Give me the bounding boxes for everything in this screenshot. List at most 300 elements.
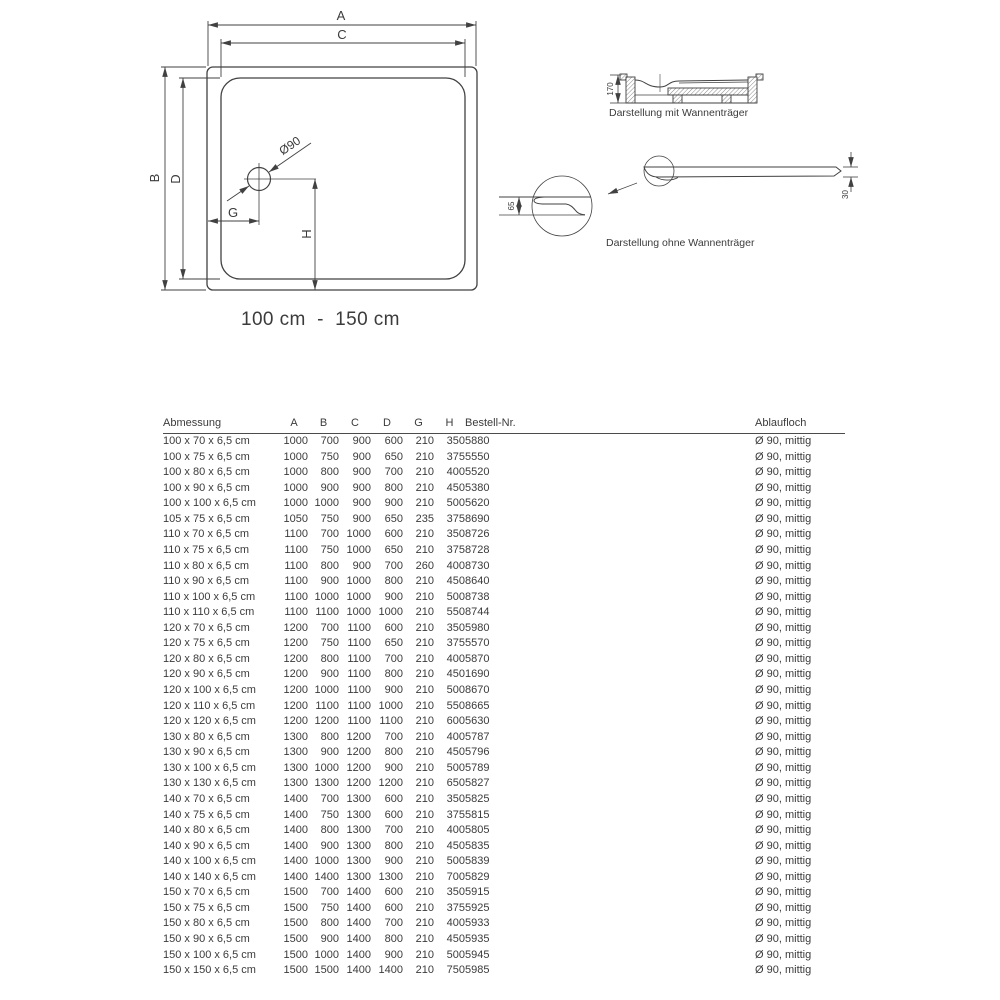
cell-abmessung: 140 x 100 x 6,5 cm (163, 855, 256, 868)
carrier-wall-right (748, 77, 757, 103)
table-row (163, 590, 845, 606)
cell-b: 900 (320, 575, 339, 588)
table-row (163, 823, 845, 839)
cell-h: 400 (446, 652, 465, 665)
carrier-wall-left (626, 77, 635, 103)
cell-g: 210 (415, 901, 434, 914)
table-body (163, 434, 845, 979)
cell-h: 400 (446, 730, 465, 743)
cell-c: 1100 (347, 684, 371, 696)
cell-c: 900 (352, 512, 371, 525)
cell-abmessung: 130 x 130 x 6,5 cm (163, 777, 256, 790)
cell-b: 700 (320, 528, 339, 541)
cell-d: 900 (384, 590, 403, 603)
cell-c: 1000 (346, 590, 371, 603)
cell-h: 450 (446, 575, 465, 588)
cell-h: 500 (446, 684, 465, 696)
cell-d: 700 (384, 559, 403, 572)
cell-g: 210 (415, 481, 434, 494)
cell-abmessung: 150 x 70 x 6,5 cm (163, 886, 250, 899)
cell-c: 900 (352, 450, 371, 463)
cell-h: 400 (446, 917, 465, 930)
cell-d: 600 (384, 886, 403, 899)
cell-c: 1400 (346, 886, 371, 899)
cell-b: 750 (320, 637, 339, 650)
dim-label-c: C (337, 27, 347, 42)
cell-ablaufloch: Ø 90, mittig (755, 590, 812, 603)
cell-g: 210 (415, 792, 434, 805)
cell-bestell-nr: 8690 (465, 512, 490, 525)
cell-b: 1500 (314, 964, 339, 977)
cell-ablaufloch: Ø 90, mittig (755, 637, 812, 650)
cell-d: 1400 (378, 964, 403, 977)
cell-abmessung: 120 x 120 x 6,5 cm (163, 715, 256, 728)
cell-bestell-nr: 8726 (465, 528, 490, 541)
cell-ablaufloch: Ø 90, mittig (755, 543, 812, 556)
cell-h: 450 (446, 839, 465, 852)
cell-d: 600 (384, 901, 403, 914)
cell-h: 375 (446, 450, 465, 463)
cell-a: 1200 (283, 652, 308, 665)
cell-abmessung: 150 x 150 x 6,5 cm (163, 964, 256, 977)
table-row (163, 854, 845, 870)
cell-abmessung: 100 x 100 x 6,5 cm (163, 497, 256, 510)
cell-c: 1100 (347, 715, 371, 728)
cell-g: 210 (415, 715, 434, 728)
cell-b: 1000 (314, 948, 339, 961)
cell-g: 210 (415, 435, 434, 447)
cell-d: 900 (384, 497, 403, 510)
cell-ablaufloch: Ø 90, mittig (755, 512, 812, 525)
cell-d: 900 (384, 684, 403, 696)
cell-bestell-nr: 5520 (465, 466, 490, 479)
cell-a: 1100 (284, 575, 308, 588)
cell-ablaufloch: Ø 90, mittig (755, 684, 812, 696)
table-row (163, 963, 845, 979)
cell-g: 210 (415, 824, 434, 837)
cell-bestell-nr: 5980 (465, 621, 490, 634)
cell-b: 800 (320, 652, 339, 665)
cell-bestell-nr: 5925 (465, 901, 490, 914)
header-h: H (434, 412, 465, 434)
table-row (163, 481, 845, 497)
header-d: D (371, 412, 403, 434)
cell-bestell-nr: 5825 (465, 792, 490, 805)
cell-abmessung: 140 x 80 x 6,5 cm (163, 824, 250, 837)
cell-a: 1500 (283, 964, 308, 977)
cell-a: 1100 (284, 559, 308, 572)
drain-diameter-label: Ø90 (276, 133, 304, 158)
caption-without-carrier: Darstellung ohne Wannenträger (606, 237, 755, 249)
cell-h: 550 (446, 699, 465, 712)
cell-h: 500 (446, 590, 465, 603)
cell-abmessung: 110 x 110 x 6,5 cm (163, 606, 255, 619)
cell-g: 210 (415, 746, 434, 759)
cell-bestell-nr: 8744 (465, 606, 490, 619)
table-row (163, 512, 845, 528)
table-row (163, 543, 845, 559)
cell-c: 1100 (347, 621, 371, 634)
cell-a: 1100 (284, 528, 308, 541)
cell-b: 700 (320, 792, 339, 805)
cell-b: 800 (320, 917, 339, 930)
cell-b: 750 (320, 808, 339, 821)
cell-c: 1100 (347, 668, 371, 681)
cell-a: 1200 (283, 668, 308, 681)
header-abmessung: Abmessung (163, 412, 280, 434)
cell-c: 1000 (346, 528, 371, 541)
cell-a: 1100 (284, 590, 308, 603)
cell-bestell-nr: 5945 (465, 948, 490, 961)
cell-abmessung: 120 x 110 x 6,5 cm (163, 699, 256, 712)
cell-c: 1100 (347, 699, 371, 712)
header-bestell-nr: Bestell-Nr. (465, 412, 755, 434)
cell-d: 600 (384, 621, 403, 634)
technical-drawing (0, 0, 1000, 340)
cell-a: 1200 (283, 637, 308, 650)
cell-a: 1400 (283, 808, 308, 821)
cell-a: 1500 (283, 933, 308, 945)
cell-abmessung: 150 x 100 x 6,5 cm (163, 948, 256, 961)
table-header-row (163, 412, 845, 434)
cell-bestell-nr: 5835 (465, 839, 490, 852)
cell-bestell-nr: 8728 (465, 543, 490, 556)
tray-top-view (147, 8, 477, 290)
cell-c: 1400 (346, 933, 371, 945)
dim-label-d: D (168, 174, 183, 184)
cell-b: 1000 (314, 590, 339, 603)
cell-ablaufloch: Ø 90, mittig (755, 730, 812, 743)
cell-abmessung: 140 x 140 x 6,5 cm (163, 870, 256, 883)
cell-h: 375 (446, 637, 465, 650)
cell-a: 1400 (283, 824, 308, 837)
cell-d: 800 (384, 575, 403, 588)
table-row (163, 496, 845, 512)
cell-g: 210 (415, 777, 434, 790)
cell-bestell-nr: 5829 (465, 870, 490, 883)
cell-d: 800 (384, 933, 403, 945)
cell-ablaufloch: Ø 90, mittig (755, 792, 812, 805)
cell-c: 1100 (347, 652, 371, 665)
cell-ablaufloch: Ø 90, mittig (755, 870, 812, 883)
cell-h: 750 (446, 964, 465, 977)
cell-b: 800 (320, 466, 339, 479)
cell-b: 700 (320, 886, 339, 899)
cell-c: 1400 (346, 901, 371, 914)
cell-ablaufloch: Ø 90, mittig (755, 839, 812, 852)
cell-d: 1000 (378, 699, 403, 712)
cell-abmessung: 120 x 90 x 6,5 cm (163, 668, 250, 681)
cell-abmessung: 140 x 75 x 6,5 cm (163, 808, 250, 821)
cell-a: 1300 (283, 730, 308, 743)
cell-g: 210 (415, 497, 434, 510)
cell-h: 450 (446, 481, 465, 494)
cell-h: 450 (446, 668, 465, 681)
cell-g: 210 (415, 917, 434, 930)
cell-abmessung: 105 x 75 x 6,5 cm (163, 512, 250, 525)
cell-c: 1300 (346, 824, 371, 837)
cell-ablaufloch: Ø 90, mittig (755, 528, 812, 541)
cell-h: 450 (446, 746, 465, 759)
cell-abmessung: 110 x 70 x 6,5 cm (163, 528, 250, 541)
cell-h: 450 (446, 933, 465, 945)
table-row (163, 839, 845, 855)
cell-ablaufloch: Ø 90, mittig (755, 824, 812, 837)
cell-b: 1400 (314, 870, 339, 883)
cell-b: 800 (320, 730, 339, 743)
cell-a: 1000 (283, 450, 308, 463)
cell-ablaufloch: Ø 90, mittig (755, 699, 812, 712)
header-c: C (339, 412, 371, 434)
table-row (163, 559, 845, 575)
header-a: A (280, 412, 308, 434)
cell-c: 900 (352, 435, 371, 447)
cell-d: 700 (384, 466, 403, 479)
cell-ablaufloch: Ø 90, mittig (755, 901, 812, 914)
cell-d: 600 (384, 808, 403, 821)
table-row (163, 901, 845, 917)
cell-bestell-nr: 5915 (465, 886, 490, 899)
cell-ablaufloch: Ø 90, mittig (755, 886, 812, 899)
cell-h: 350 (446, 886, 465, 899)
cell-a: 1400 (283, 792, 308, 805)
cell-d: 900 (384, 855, 403, 868)
cell-abmessung: 110 x 80 x 6,5 cm (163, 559, 250, 572)
dimension-lines (161, 21, 476, 290)
cell-abmessung: 140 x 70 x 6,5 cm (163, 792, 250, 805)
cell-b: 1000 (314, 497, 339, 510)
cell-bestell-nr: 8670 (465, 684, 490, 696)
cell-d: 700 (384, 730, 403, 743)
cell-g: 210 (415, 730, 434, 743)
cell-abmessung: 110 x 90 x 6,5 cm (163, 575, 250, 588)
section-with-carrier (606, 74, 763, 103)
cell-c: 1000 (346, 543, 371, 556)
cell-bestell-nr: 5570 (465, 637, 490, 650)
cell-c: 900 (352, 481, 371, 494)
cell-b: 750 (320, 543, 339, 556)
cell-g: 210 (415, 450, 434, 463)
header-g: G (403, 412, 434, 434)
cell-a: 1400 (283, 839, 308, 852)
cell-c: 1000 (346, 575, 371, 588)
table-row (163, 792, 845, 808)
cell-a: 1200 (283, 715, 308, 728)
cell-g: 210 (415, 855, 434, 868)
cell-d: 1300 (378, 870, 403, 883)
cell-bestell-nr: 5550 (465, 450, 490, 463)
cell-a: 1300 (283, 777, 308, 790)
cell-c: 1200 (346, 761, 371, 774)
cell-bestell-nr: 5787 (465, 730, 490, 743)
cell-bestell-nr: 8640 (465, 575, 490, 588)
cell-h: 375 (446, 543, 465, 556)
cell-d: 650 (384, 512, 403, 525)
cell-ablaufloch: Ø 90, mittig (755, 621, 812, 634)
cell-abmessung: 120 x 100 x 6,5 cm (163, 684, 256, 696)
cell-g: 210 (415, 886, 434, 899)
dim-label-a: A (336, 8, 346, 23)
cell-g: 210 (415, 948, 434, 961)
cell-b: 1300 (314, 777, 339, 790)
tray-section-line (635, 80, 748, 87)
carrier-slab (668, 88, 748, 95)
cell-g: 210 (415, 575, 434, 588)
cell-g: 210 (415, 839, 434, 852)
header-b: B (308, 412, 339, 434)
cell-h: 500 (446, 948, 465, 961)
cell-ablaufloch: Ø 90, mittig (755, 575, 812, 588)
cell-d: 800 (384, 668, 403, 681)
cell-a: 1500 (283, 901, 308, 914)
detail-magnifier-circle (532, 176, 592, 236)
cell-b: 900 (320, 481, 339, 494)
cell-b: 750 (320, 901, 339, 914)
cell-a: 1050 (283, 512, 308, 525)
header-ablaufloch: Ablaufloch (755, 412, 845, 434)
table-row (163, 776, 845, 792)
tray-inner-edge (221, 78, 465, 279)
cell-bestell-nr: 5380 (465, 481, 490, 494)
cell-g: 210 (415, 964, 434, 977)
table-row (163, 652, 845, 668)
cell-a: 1000 (283, 435, 308, 447)
cell-abmessung: 120 x 80 x 6,5 cm (163, 652, 250, 665)
table-row (163, 761, 845, 777)
cell-g: 210 (415, 528, 434, 541)
cell-b: 700 (320, 435, 339, 447)
cell-c: 1400 (346, 964, 371, 977)
cell-h: 375 (446, 512, 465, 525)
cell-h: 350 (446, 528, 465, 541)
cell-ablaufloch: Ø 90, mittig (755, 450, 812, 463)
dimension-table (163, 412, 845, 979)
cell-d: 1000 (378, 606, 403, 619)
cell-abmessung: 100 x 70 x 6,5 cm (163, 435, 250, 447)
cell-g: 235 (415, 512, 434, 525)
table-row (163, 885, 845, 901)
cell-g: 210 (415, 637, 434, 650)
cell-g: 210 (415, 699, 434, 712)
cell-ablaufloch: Ø 90, mittig (755, 481, 812, 494)
cell-ablaufloch: Ø 90, mittig (755, 964, 812, 977)
cell-c: 1300 (346, 870, 371, 883)
table-row (163, 434, 845, 450)
table-row (163, 667, 845, 683)
cell-abmessung: 130 x 90 x 6,5 cm (163, 746, 250, 759)
cell-abmessung: 100 x 80 x 6,5 cm (163, 466, 250, 479)
cell-g: 210 (415, 684, 434, 696)
cell-d: 800 (384, 481, 403, 494)
cell-bestell-nr: 5933 (465, 917, 490, 930)
cell-a: 1000 (283, 497, 308, 510)
cell-g: 210 (415, 761, 434, 774)
detail-arrow (608, 183, 637, 194)
table-row (163, 714, 845, 730)
cell-c: 900 (352, 497, 371, 510)
cell-b: 700 (320, 621, 339, 634)
cell-b: 900 (320, 933, 339, 945)
cell-ablaufloch: Ø 90, mittig (755, 652, 812, 665)
cell-a: 1200 (283, 699, 308, 712)
cell-h: 375 (446, 808, 465, 821)
size-range-label: 100 cm - 150 cm (241, 309, 400, 330)
tray-height-label: 30 (841, 190, 850, 199)
cell-d: 700 (384, 652, 403, 665)
cell-ablaufloch: Ø 90, mittig (755, 466, 812, 479)
table-row (163, 605, 845, 621)
table-row (163, 574, 845, 590)
cell-d: 1100 (379, 715, 403, 728)
cell-b: 1100 (315, 606, 339, 619)
cell-bestell-nr: 1690 (465, 668, 490, 681)
cell-c: 1000 (346, 606, 371, 619)
cell-h: 350 (446, 435, 465, 447)
cell-d: 650 (384, 450, 403, 463)
cell-bestell-nr: 5870 (465, 652, 490, 665)
table-row (163, 621, 845, 637)
cell-bestell-nr: 5789 (465, 761, 490, 774)
cell-h: 400 (446, 824, 465, 837)
cell-abmessung: 150 x 90 x 6,5 cm (163, 933, 250, 945)
cell-abmessung: 110 x 100 x 6,5 cm (163, 590, 256, 603)
cell-ablaufloch: Ø 90, mittig (755, 559, 812, 572)
dim-label-h: H (299, 229, 314, 239)
cell-ablaufloch: Ø 90, mittig (755, 917, 812, 930)
cell-ablaufloch: Ø 90, mittig (755, 777, 812, 790)
cell-ablaufloch: Ø 90, mittig (755, 668, 812, 681)
cell-c: 1400 (346, 917, 371, 930)
drain (227, 143, 316, 225)
cell-a: 1000 (283, 466, 308, 479)
table-row (163, 527, 845, 543)
cell-g: 210 (415, 808, 434, 821)
cell-b: 900 (320, 668, 339, 681)
table-row (163, 948, 845, 964)
cell-a: 1500 (283, 948, 308, 961)
cell-h: 400 (446, 466, 465, 479)
cell-h: 500 (446, 497, 465, 510)
cell-d: 700 (384, 917, 403, 930)
cell-ablaufloch: Ø 90, mittig (755, 746, 812, 759)
cell-b: 1000 (314, 855, 339, 868)
dim-label-g: G (227, 205, 239, 220)
cell-bestell-nr: 8665 (465, 699, 490, 712)
cell-g: 210 (415, 606, 434, 619)
cell-abmessung: 150 x 75 x 6,5 cm (163, 901, 250, 914)
table-row (163, 636, 845, 652)
cell-h: 375 (446, 901, 465, 914)
cell-bestell-nr: 5796 (465, 746, 490, 759)
cell-ablaufloch: Ø 90, mittig (755, 715, 812, 728)
cell-h: 550 (446, 606, 465, 619)
cell-bestell-nr: 5630 (465, 715, 490, 728)
cell-c: 1200 (346, 746, 371, 759)
cell-bestell-nr: 5880 (465, 435, 490, 447)
cell-h: 500 (446, 855, 465, 868)
cell-c: 1300 (346, 792, 371, 805)
table-row (163, 450, 845, 466)
cell-a: 1500 (283, 917, 308, 930)
cell-abmessung: 130 x 100 x 6,5 cm (163, 761, 256, 774)
cell-d: 650 (384, 543, 403, 556)
cell-h: 650 (446, 777, 465, 790)
cell-abmessung: 100 x 75 x 6,5 cm (163, 450, 250, 463)
table-row (163, 730, 845, 746)
section-height-label: 170 (606, 82, 615, 96)
cell-ablaufloch: Ø 90, mittig (755, 855, 812, 868)
table-row (163, 683, 845, 699)
